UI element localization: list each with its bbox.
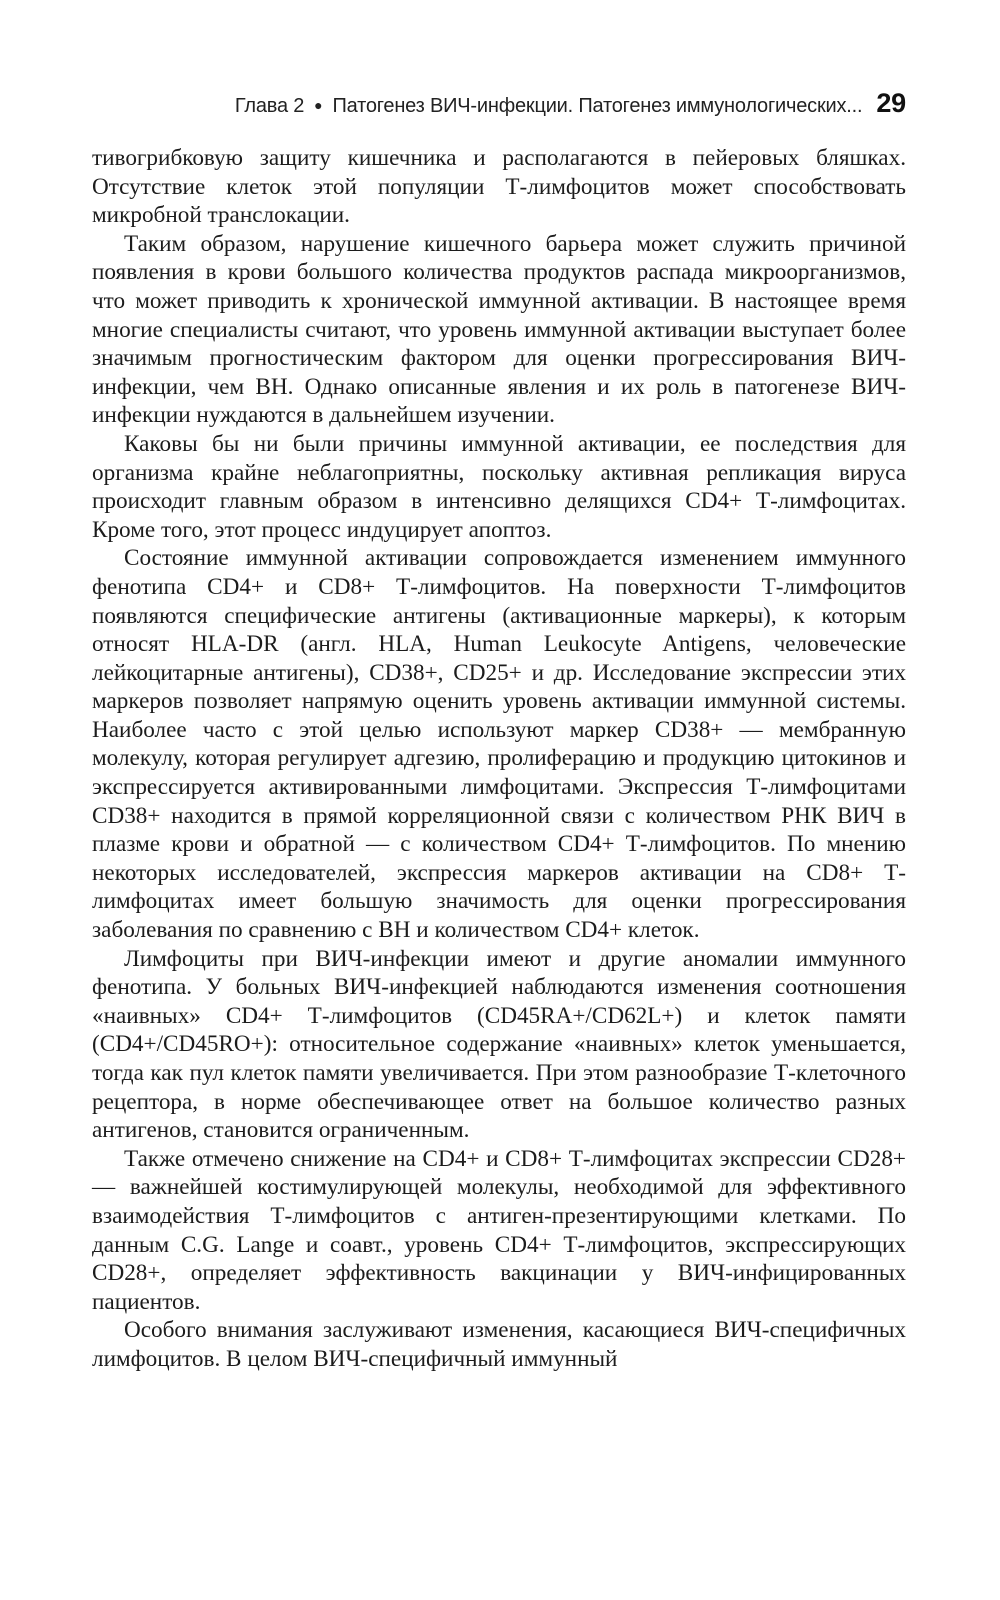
page-number: 29	[876, 88, 906, 118]
paragraph: Лимфоциты при ВИЧ-инфекции имеют и другие аномалии иммунного фенотипа. У больных ВИЧ-инфекцией наблюдаются изменения соотношения «наивных» CD4+ Т-лимфоцитов (CD45RA+/CD62L+) и клеток памяти (CD4+/CD45RO+): относительное содержание «наивных» клеток уменьшается, тогда как пул клеток памяти увеличивается. При этом разнообразие Т-клеточного рецептора, в норме обеспечивающее ответ на большое количество разных антигенов, становится ограниченным.	[92, 945, 906, 1144]
paragraph: Таким образом, нарушение кишечного барьера может служить причиной появления в крови большого количества продуктов распада микроорганизмов, что может приводить к хронической иммунной активации. В настоящее время многие специалисты считают, что уровень иммунной активации выступает более значимым прогностическим фактором для оценки прогрессирования ВИЧ-инфекции, чем ВН. Однако описанные явления и их роль в патогенезе ВИЧ-инфекции нуждаются в дальнейшем изучении.	[92, 230, 906, 429]
bullet-separator-icon: ●	[314, 97, 323, 113]
paragraph: Особого внимания заслуживают изменения, касающиеся ВИЧ-специфичных лимфоцитов. В целом ВИЧ-специфичный иммунный	[92, 1317, 906, 1372]
chapter-label: Глава 2	[234, 95, 305, 117]
body-text	[92, 144, 906, 1374]
paragraph: Каковы бы ни были причины иммунной активации, ее последствия для организма крайне неблагоприятны, поскольку активная репликация вируса происходит главным образом в интенсивно делящихся CD4+ Т-лимфоцитах. Кроме того, этот процесс индуцирует апоптоз.	[92, 430, 906, 543]
running-header	[92, 88, 906, 128]
paragraph: Состояние иммунной активации сопровождается изменением иммунного фенотипа CD4+ и CD8+ Т-лимфоцитов. На поверхности Т-лимфоцитов появляются специфические антигены (активационные маркеры), к которым относят HLA-DR (англ. HLA, Human Leukocyte Antigens, человеческие лейкоцитарные антигены), CD38+, CD25+ и др. Исследование экспрессии этих маркеров позволяет напрямую оценить уровень активации иммунной системы. Наиболее часто с этой целью используют маркер CD38+ — мембранную молекулу, которая регулирует адгезию, пролиферацию и продукцию цитокинов и экспрессируется активированными лимфоцитами. Экспрессия Т-лимфоцитами CD38+ находится в прямой корреляционной связи с количеством РНК ВИЧ в плазме крови и обратной — с количеством CD4+ Т-лимфоцитов. По мнению некоторых исследователей, экспрессия маркеров активации на CD8+ Т-лимфоцитах имеет большую значимость для оценки прогрессирования заболевания по сравнению с ВН и количеством CD4+ клеток.	[92, 545, 906, 944]
paragraph-continuation: тивогрибковую защиту кишечника и располагаются в пейеровых бляшках. Отсутствие клеток этой популяции Т-лимфоцитов может способствовать микробной транслокации.	[92, 145, 906, 229]
running-title: Патогенез ВИЧ-инфекции. Патогенез иммунологических...	[332, 95, 863, 117]
paragraph: Также отмечено снижение на CD4+ и CD8+ Т-лимфоцитах экспрессии CD28+ — важнейшей костимулирующей молекулы, необходимой для эффективного взаимодействия Т-лимфоцитов с антиген-презентирующими клетками. По данным C.G. Lange и соавт., уровень CD4+ Т-лимфоцитов, экспрессирующих CD28+, определяет эффективность вакцинации у ВИЧ-инфицированных пациентов.	[92, 1145, 906, 1315]
